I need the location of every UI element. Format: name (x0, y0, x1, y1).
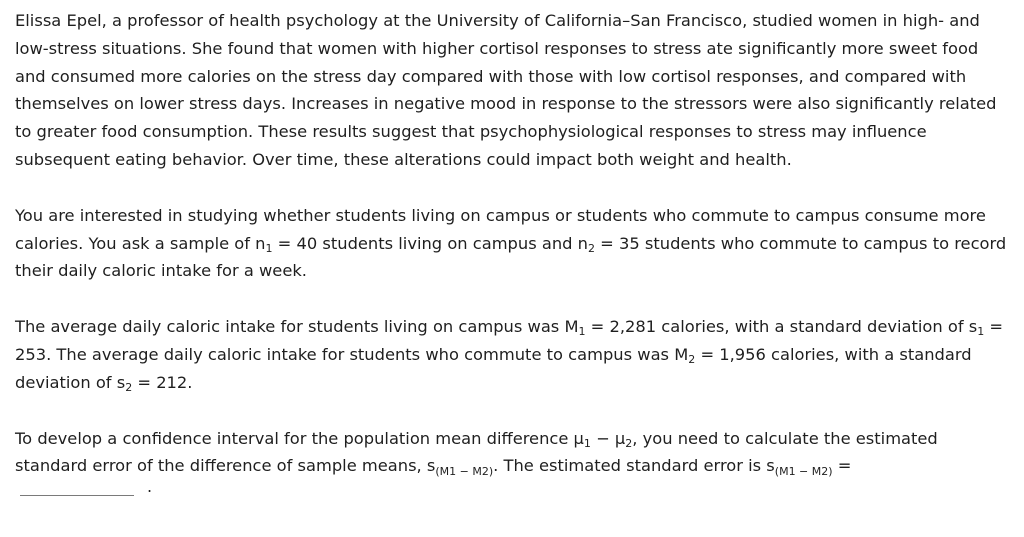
question-text-5: = (832, 456, 852, 476)
question-text-2: − μ (590, 428, 626, 448)
subscript-n1: 1 (265, 241, 273, 255)
subscript-m1: 1 (578, 325, 586, 339)
subscript-s2: 2 (125, 380, 133, 394)
statistics-paragraph (15, 313, 1010, 396)
study-text-2: = 40 students living on campus and n (272, 233, 588, 253)
question-text-4: . The estimated standard error is s (493, 456, 775, 476)
stats-text-4: = 1,956 calories, with a standard deviation of s (15, 344, 972, 392)
background-paragraph: Elissa Epel, a professor of health psychology at the University of California–San Francisco, studied women in high- and low-stress situations. She found that women with higher cortisol responses to stress ate significantly more sweet food and consumed more calories on the stress day compared with those with low cortisol responses, and compared with themselves on lower stress days. Increases in negative mood in response to the stressors were also significantly related to greater food consumption. These results suggest that psychophysiological responses to stress may influence subsequent eating behavior. Over time, these alterations could impact both weight and health. (15, 11, 997, 169)
study-text-1: You are interested in studying whether students living on campus or students who commute to campus consume more calories. You ask a sample of n (15, 205, 986, 253)
study-text-3: = 35 students who commute to campus to record their daily caloric intake for a week. (15, 233, 1007, 281)
subscript-mu1: 1 (583, 436, 591, 450)
stats-text-1: The average daily caloric intake for students living on campus was M (15, 317, 579, 337)
question-text-1: To develop a confidence interval for the population mean difference μ (15, 428, 584, 448)
stats-text-3: = 253. The average daily caloric intake for students who commute to campus was M (15, 317, 1004, 364)
subscript-se-expression-2: (M1 − M2) (774, 465, 833, 479)
answer-blank[interactable] (20, 495, 134, 496)
subscript-m2: 2 (688, 352, 696, 366)
question-paragraph (15, 425, 1010, 481)
stats-text-2: = 2,281 calories, with a standard deviation of s (585, 317, 978, 337)
question-text-3: , you need to calculate the estimated standard error of the difference of sample means, s (15, 428, 938, 476)
subscript-mu2: 2 (625, 436, 633, 450)
subscript-s1: 1 (977, 325, 985, 339)
study-design-paragraph (15, 202, 1010, 285)
stats-text-5: = 212. (132, 372, 193, 392)
subscript-n2: 2 (588, 241, 595, 255)
subscript-se-expression-1: (M1 − M2) (435, 465, 494, 479)
answer-row (15, 477, 1010, 510)
answer-period: . (147, 477, 153, 497)
